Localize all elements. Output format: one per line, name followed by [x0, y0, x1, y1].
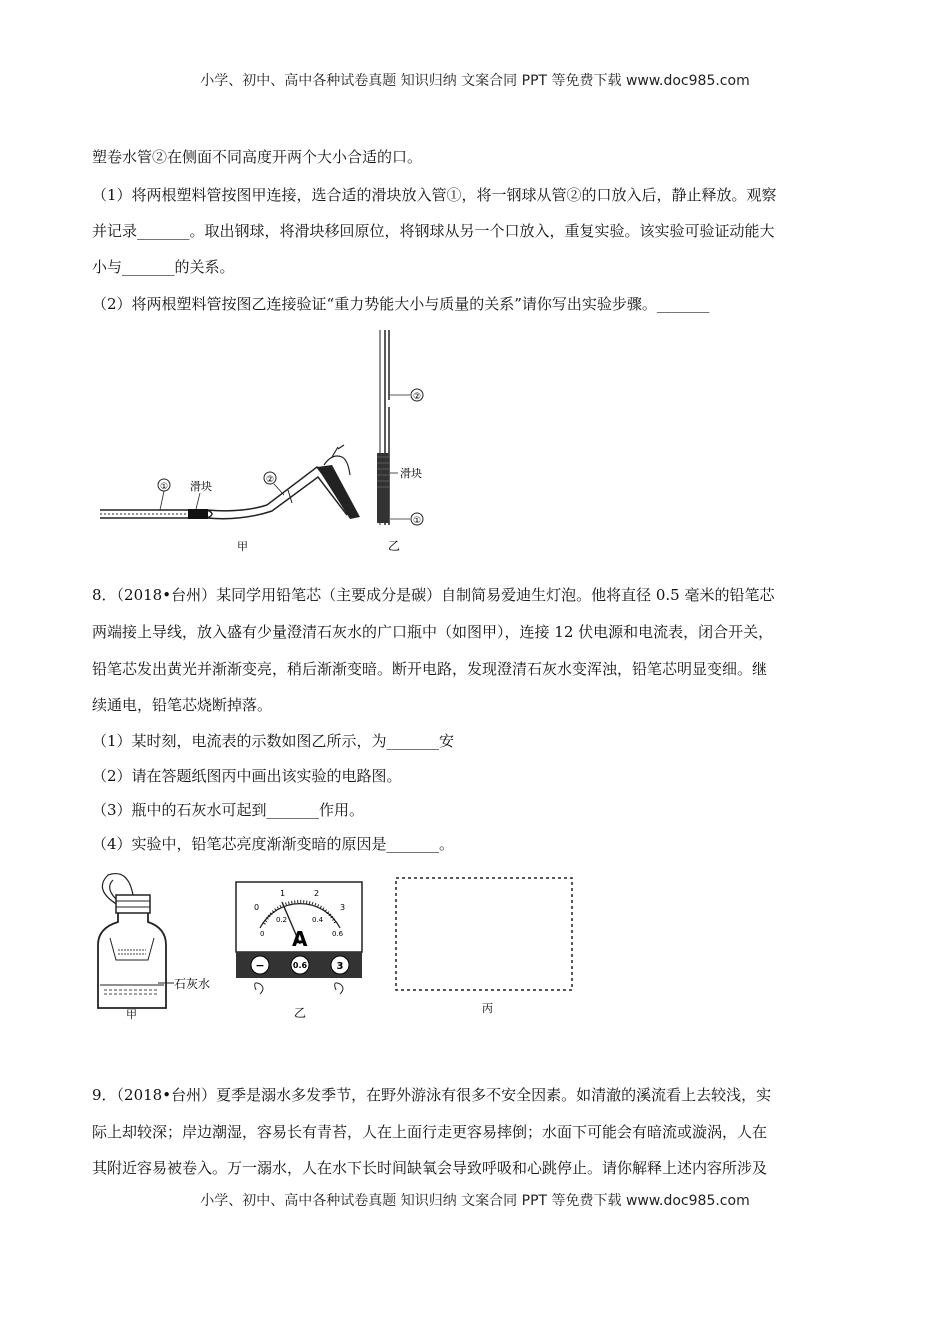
text-line: 9．（2018•台州）夏季是溺水多发季节，在野外游泳有很多不安全因素。如清澈的溪流看上去较浅，实 [92, 1086, 772, 1104]
page-footer: 小学、初中、高中各种试卷真题 知识归纳 文案合同 PPT 等免费下载 www.doc985.com [200, 1193, 750, 1209]
text-line: （1）某时刻，电流表的示数如图乙所示，为_______安 [92, 732, 455, 750]
text-line: 塑卷水管②在侧面不同高度开两个大小合适的口。 [92, 148, 423, 166]
tick-bot-2: 0.4 [312, 916, 324, 924]
tube-incline [317, 465, 360, 519]
text-line: 铅笔芯发出黄光并渐渐变亮，稍后渐渐变暗。断开电路，发现澄清石灰水变浑浊，铅笔芯明显变细。继 [92, 660, 768, 678]
slider-vertical [377, 453, 389, 523]
text-line: （3）瓶中的石灰水可起到_______作用。 [92, 801, 365, 819]
text-line: （2）请在答题纸图丙中画出该实验的电路图。 [92, 767, 402, 785]
terminal-06: 0.6 [292, 961, 308, 970]
tick-top-2: 2 [314, 889, 320, 898]
terminal-3: 3 [336, 961, 344, 972]
label-slider: 滑块 [190, 480, 212, 493]
text-line: 8．（2018•台州）某同学用铅笔芯（主要成分是碳）自制简易爱迪生灯泡。他将直径 0.5 毫米的铅笔芯 [92, 586, 775, 604]
label-v-slider: 滑块 [400, 467, 422, 480]
caption-jia: 甲 [237, 540, 248, 553]
label-tube1: ① [159, 482, 169, 492]
figure-vertical-tube [360, 325, 460, 555]
slider-block [188, 509, 208, 519]
tick-top-0: 0 [254, 903, 260, 912]
text-line: （2）将两根塑料管按图乙连接验证“重力势能大小与质量的关系”请你写出实验步骤。_______ [92, 295, 710, 313]
caption-ammeter-yi: 乙 [294, 1006, 307, 1020]
terminal-neg: − [255, 959, 265, 972]
tick-top-3: 3 [340, 903, 346, 912]
tube-horizontal [100, 467, 354, 519]
tick-bot-0: 0 [260, 930, 265, 938]
text-line: 际上却较深；岸边潮湿，容易长有青苔，人在上面行走更容易摔倒；水面下可能会有暗流或漩涡，人在 [92, 1123, 768, 1141]
tick-bot-3: 0.6 [332, 930, 344, 938]
caption-yi: 乙 [388, 539, 401, 553]
circuit-drawing-area [396, 878, 572, 990]
text-line: （1）将两根塑料管按图甲连接，选合适的滑块放入管①，将一钢球从管②的口放入后，静止释放。观察 [92, 186, 777, 204]
label-limewater: 石灰水 [174, 977, 211, 991]
text-line: 续通电，铅笔芯烧断掉落。 [92, 696, 273, 714]
text-line: 小与_______的关系。 [92, 258, 235, 276]
ammeter-label: A [292, 927, 308, 951]
figure-jar [88, 870, 228, 1020]
label-tube2: ② [265, 475, 275, 485]
label-v-tube1: ① [412, 516, 422, 526]
text-line: 其附近容易被卷入。万一溺水，人在水下长时间缺氧会导致呼吸和心跳停止。请你解释上述内容所涉及 [92, 1159, 768, 1177]
jar-stopper [116, 895, 150, 913]
tick-bot-1: 0.2 [276, 916, 288, 924]
figure-ammeter [232, 880, 372, 1025]
page-header: 小学、初中、高中各种试卷真题 知识归纳 文案合同 PPT 等免费下载 www.doc985.com [200, 73, 750, 89]
label-v-tube2: ② [412, 392, 422, 402]
text-line: 并记录_______。取出钢球，将滑块移回原位，将钢球从另一个口放入，重复实验。该实验可验证动能大 [92, 222, 775, 240]
text-line: （4）实验中，铅笔芯亮度渐渐变暗的原因是_______。 [92, 835, 455, 853]
caption-bing: 丙 [482, 1002, 493, 1015]
text-line: 两端接上导线，放入盛有少量澄清石灰水的广口瓶中（如图甲），连接 12 伏电源和电流表，闭合开关， [92, 623, 774, 641]
caption-jar-jia: 甲 [126, 1008, 137, 1020]
tick-top-1: 1 [280, 889, 286, 898]
figure-dashed-box [390, 872, 580, 1022]
